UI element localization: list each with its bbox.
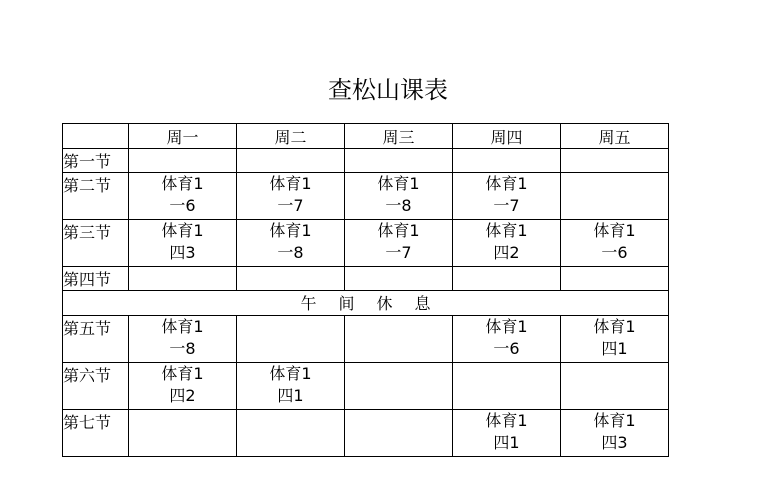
class-cell	[237, 316, 345, 363]
class-cell	[561, 363, 669, 410]
class-cell	[453, 363, 561, 410]
course-name: 体育1	[269, 221, 312, 240]
table-row	[63, 316, 669, 363]
class-cell	[453, 149, 561, 173]
class-cell	[561, 316, 669, 363]
course-name: 体育1	[269, 364, 312, 383]
course-name: 体育1	[161, 364, 204, 383]
class-cell	[345, 267, 453, 291]
header-day: 周五	[561, 124, 669, 149]
course-name: 体育1	[593, 317, 636, 336]
class-cell	[237, 173, 345, 220]
class-cell	[561, 220, 669, 267]
period-label: 第三节	[63, 220, 129, 267]
course-name: 体育1	[269, 174, 312, 193]
class-group: 四1	[493, 433, 520, 452]
class-group: 一8	[169, 339, 196, 358]
table-row	[63, 410, 669, 457]
class-group: 四1	[601, 339, 628, 358]
table-row	[63, 149, 669, 173]
table-row	[63, 267, 669, 291]
class-group: 一7	[277, 196, 304, 215]
class-group: 四3	[601, 433, 628, 452]
class-cell	[561, 267, 669, 291]
class-cell	[129, 267, 237, 291]
table-row	[63, 220, 669, 267]
table-row	[63, 173, 669, 220]
corner-cell	[63, 124, 129, 149]
header-row	[63, 124, 669, 149]
class-cell	[561, 149, 669, 173]
course-name: 体育1	[377, 174, 420, 193]
class-cell	[345, 173, 453, 220]
period-label: 第七节	[63, 410, 129, 457]
class-cell	[237, 149, 345, 173]
class-cell	[237, 220, 345, 267]
class-group: 四2	[169, 386, 196, 405]
header-day: 周一	[129, 124, 237, 149]
class-cell	[453, 220, 561, 267]
header-day: 周二	[237, 124, 345, 149]
period-label: 第五节	[63, 316, 129, 363]
class-group: 一8	[385, 196, 412, 215]
course-name: 体育1	[485, 411, 528, 430]
header-day: 周三	[345, 124, 453, 149]
class-cell	[453, 267, 561, 291]
class-cell	[129, 363, 237, 410]
schedule-table	[62, 123, 669, 457]
lunch-break-label: 午间休息	[300, 294, 453, 313]
table-row	[63, 363, 669, 410]
class-cell	[453, 316, 561, 363]
page-title: 查松山课表	[328, 76, 448, 104]
class-cell	[345, 316, 453, 363]
class-cell	[453, 410, 561, 457]
course-name: 体育1	[485, 317, 528, 336]
class-group: 四1	[277, 386, 304, 405]
class-group: 一7	[385, 243, 412, 262]
class-cell	[561, 173, 669, 220]
course-name: 体育1	[485, 221, 528, 240]
class-group: 四3	[169, 243, 196, 262]
class-group: 一6	[493, 339, 520, 358]
class-group: 一7	[493, 196, 520, 215]
class-cell	[237, 410, 345, 457]
class-cell	[237, 363, 345, 410]
class-cell	[345, 149, 453, 173]
class-cell	[345, 220, 453, 267]
class-group: 一6	[169, 196, 196, 215]
course-name: 体育1	[593, 411, 636, 430]
class-cell	[561, 410, 669, 457]
course-name: 体育1	[377, 221, 420, 240]
header-day: 周四	[453, 124, 561, 149]
period-label: 第四节	[63, 267, 129, 291]
lunch-break-cell	[63, 291, 669, 316]
class-cell	[129, 220, 237, 267]
lunch-row	[63, 291, 669, 316]
period-label: 第二节	[63, 173, 129, 220]
class-cell	[129, 173, 237, 220]
class-group: 一8	[277, 243, 304, 262]
course-name: 体育1	[161, 221, 204, 240]
class-cell	[129, 410, 237, 457]
class-cell	[345, 410, 453, 457]
course-name: 体育1	[161, 174, 204, 193]
period-label: 第一节	[63, 149, 129, 173]
class-group: 一6	[601, 243, 628, 262]
class-cell	[345, 363, 453, 410]
period-label: 第六节	[63, 363, 129, 410]
class-cell	[237, 267, 345, 291]
course-name: 体育1	[593, 221, 636, 240]
course-name: 体育1	[485, 174, 528, 193]
class-cell	[453, 173, 561, 220]
class-group: 四2	[493, 243, 520, 262]
class-cell	[129, 149, 237, 173]
class-cell	[129, 316, 237, 363]
course-name: 体育1	[161, 317, 204, 336]
